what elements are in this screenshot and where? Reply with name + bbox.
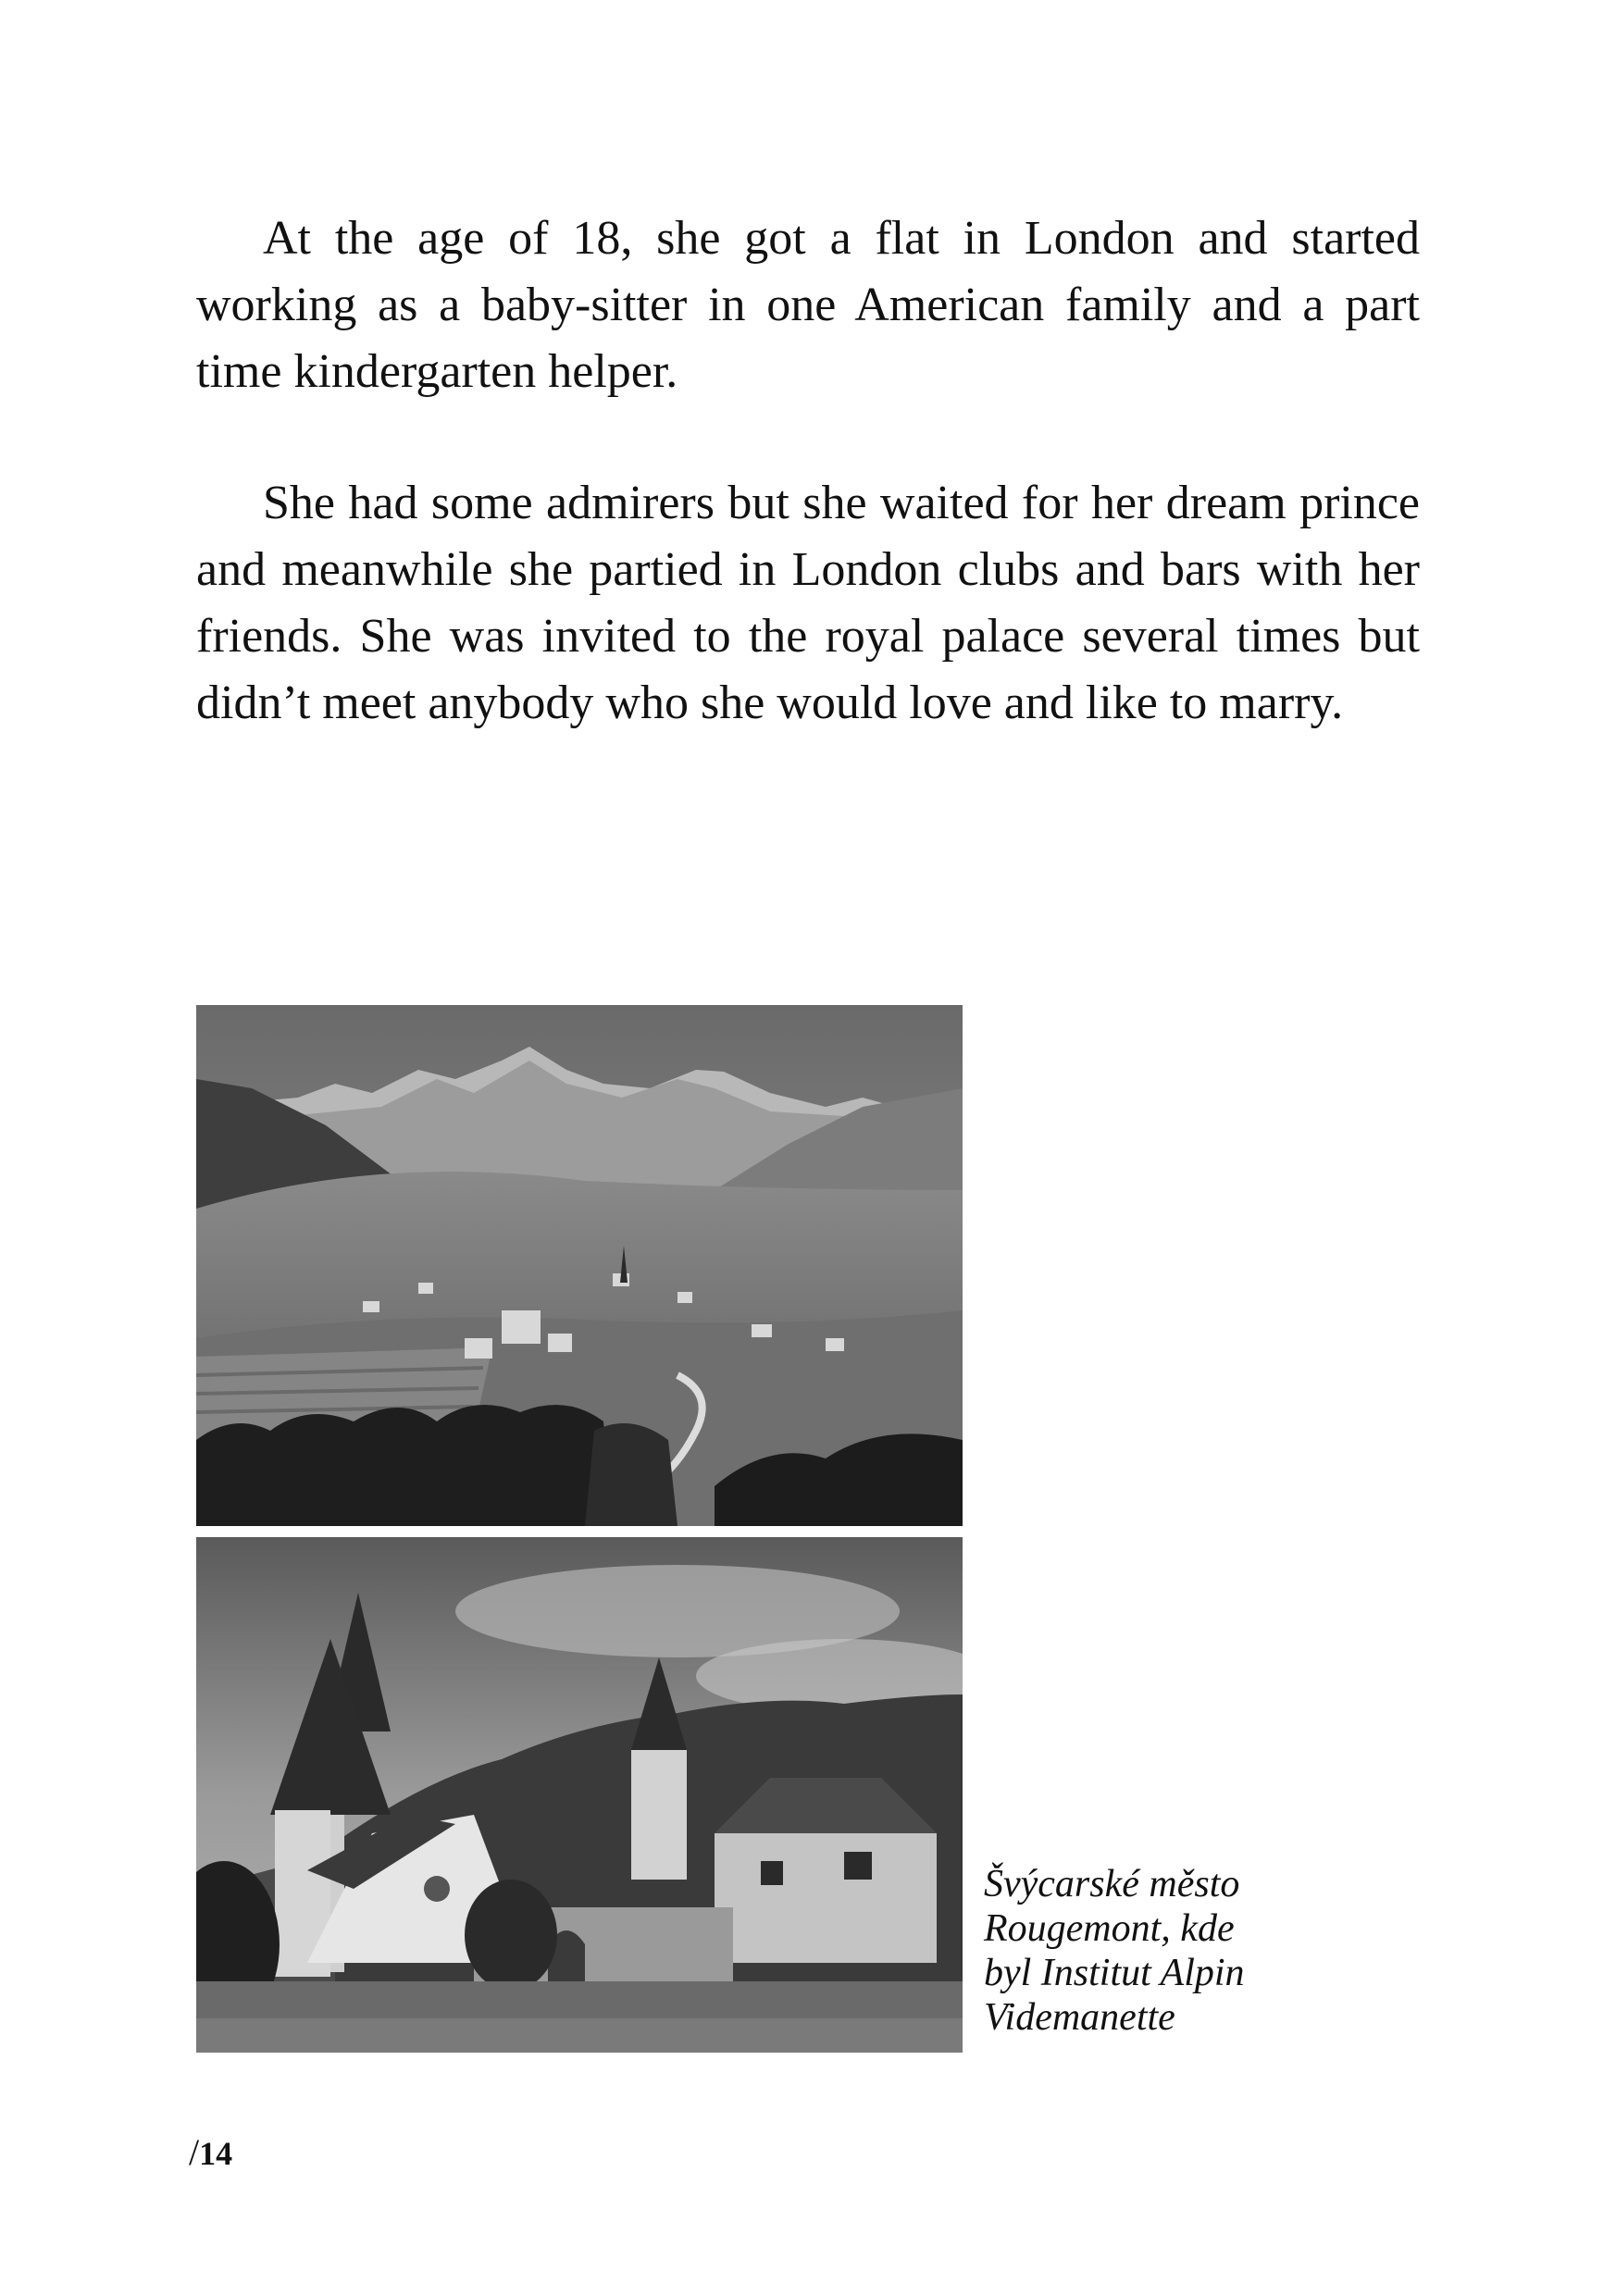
body-paragraph-2: She had some admirers but she waited for her dream prince and meanwhile she partied in London clubs and bars with her friends. She was invited to the royal palace several times but didn’t meet anybody who she would love and like to marry. (196, 477, 1420, 729)
photo-caption (984, 1862, 1373, 2040)
caption-line: Rougemont, kde (984, 1907, 1235, 1950)
rougemont-church-photo (196, 1537, 963, 2053)
caption-line: Videmanette (984, 1996, 1175, 2039)
page-number-value: 14 (199, 2135, 233, 2172)
caption-line: byl Institut Alpin (984, 1952, 1245, 1994)
caption-line: Švýcarské město (984, 1863, 1240, 1905)
page-number (189, 2130, 232, 2176)
page-number-slash: / (189, 2131, 200, 2173)
body-paragraph-1: At the age of 18, she got a flat in London and started working as a baby-sitter in one American family and a part time kindergarten helper. (196, 212, 1420, 398)
alpine-village-photo (196, 1005, 963, 1526)
